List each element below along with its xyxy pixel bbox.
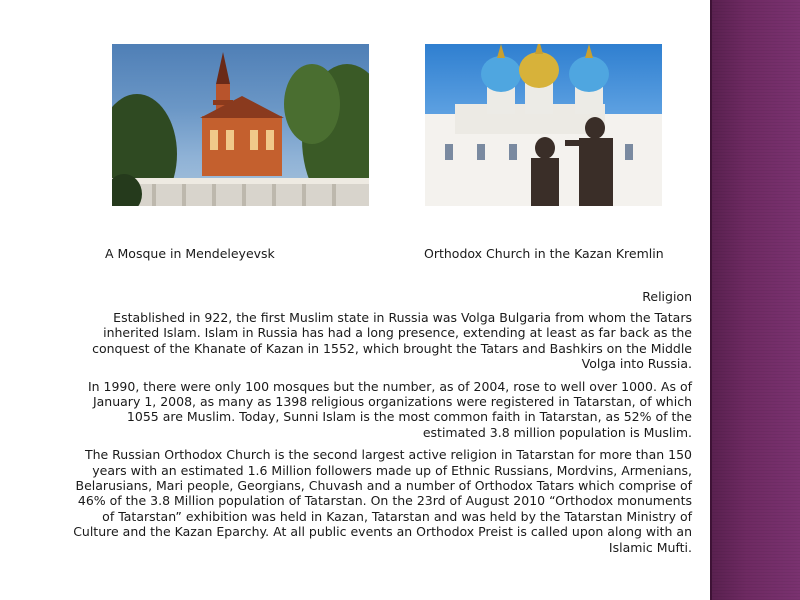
decorative-side-bar — [712, 0, 800, 600]
body-text — [72, 310, 692, 562]
mosque-caption: A Mosque in Mendeleyevsk — [105, 246, 275, 261]
paragraph-orthodox: The Russian Orthodox Church is the second largest active religion in Tatarstan for more than 150 years with an estimated 1.6 Million followers made up of Ethnic Russians, Mordvins, Armenians, Belarusians, Mari people, Georgians, Chuvash and a number of Orthodox Tatars which comprise of 46% of the 3.8 Million population of Tatarstan. On the 23rd of August 2010 “Orthodox monuments of Tatarstan” exhibition was held in Kazan, Tatarstan and was held by the Tatarstan Ministry of Culture and the Kazan Eparchy. At all public events an Orthodox Preist is called upon along with an Islamic Mufti. — [73, 447, 692, 555]
mosque-photo — [112, 44, 369, 206]
section-heading: Religion — [642, 289, 692, 304]
church-photo — [425, 44, 662, 206]
paragraph-history: Established in 922, the first Muslim state in Russia was Volga Bulgaria from whom the Tatars inherited Islam. Islam in Russia has had a long presence, extending at least as far back as the conquest of the Khanate of Kazan in 1552, which brought the Tatars and Bashkirs on the Middle Volga into Russia. — [92, 310, 692, 372]
church-caption: Orthodox Church in the Kazan Kremlin — [424, 246, 664, 261]
paragraph-mosques: In 1990, there were only 100 mosques but the number, as of 2004, rose to well over 1000. As of January 1, 2008, as many as 1398 religious organizations were registered in Tatarstan, of which 1055 are Muslim. Today, Sunni Islam is the most common faith in Tatarstan, as 52% of the estimated 3.8 million population is Muslim. — [87, 378, 692, 440]
